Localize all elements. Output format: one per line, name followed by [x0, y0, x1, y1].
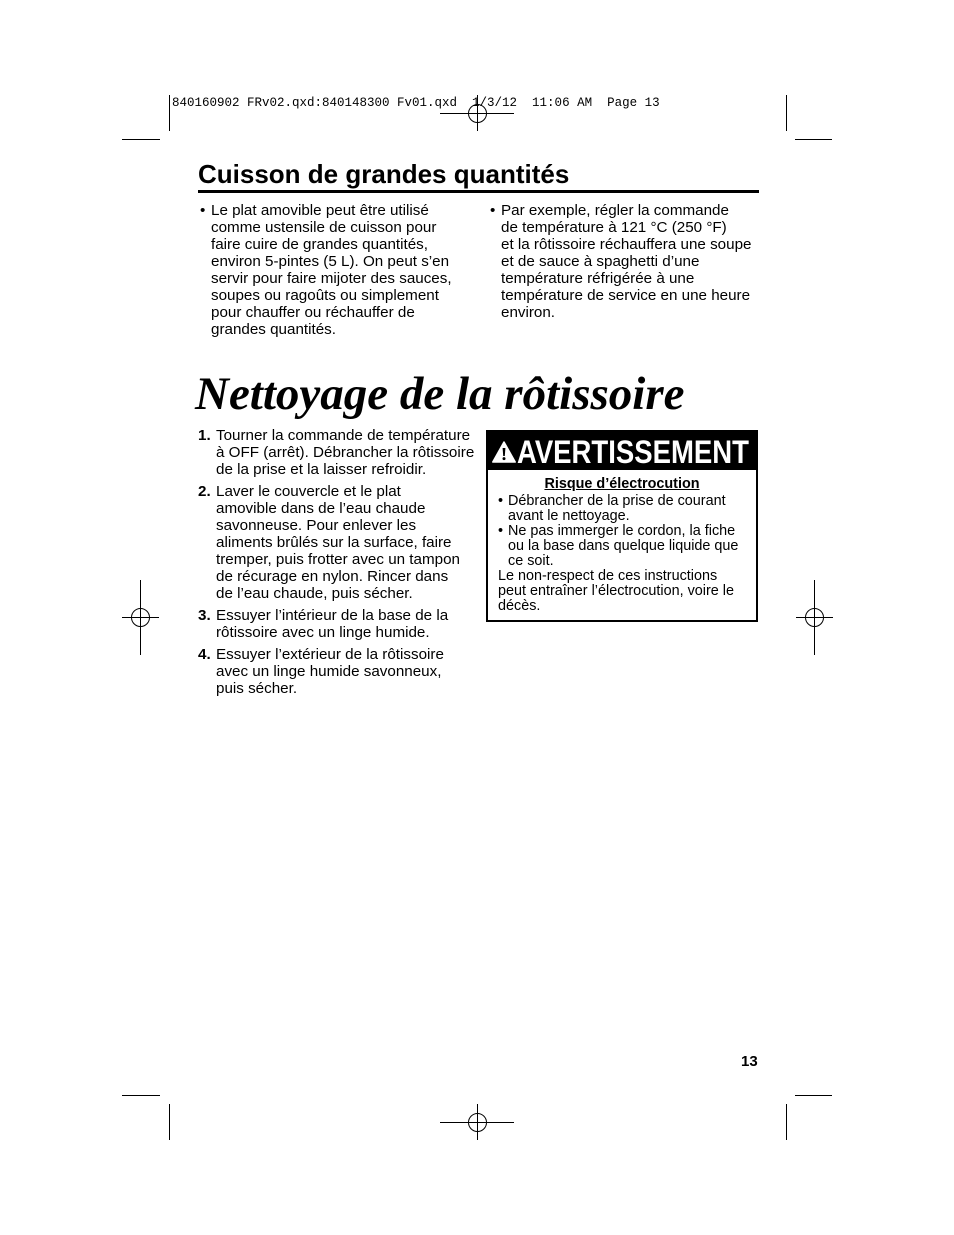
crop-mark-top-left [122, 95, 170, 140]
bullet-text: Le plat amovible peut être utilisé comme ustensile de cuisson pour faire cuire de grandes quantités, environ 5-pintes (5 L). On peut s’en servir pour faire mijoter des sauces, soupes ou ragoûts ou simplement pour chauffer ou réchauffer de grandes quantités. [211, 202, 452, 338]
step-number: 4. [198, 646, 211, 663]
warning-box [486, 430, 758, 622]
bullet-column-left [200, 202, 452, 338]
page-number: 13 [741, 1053, 758, 1070]
step-text: Essuyer l’intérieur de la base de la rôtissoire avec un linge humide. [216, 607, 449, 641]
warning-consequence: Le non-respect de ces instructions peut entraîner l’électrocution, voire le décès. [498, 567, 734, 614]
cleaning-steps-list [198, 427, 474, 702]
step-number: 1. [198, 427, 211, 444]
step-text: Essuyer l’extérieur de la rôtissoire avec un linge humide savonneux, puis sécher. [216, 646, 444, 697]
cleaning-step [198, 607, 474, 641]
print-slug-line: 840160902 FRv02.qxd:840148300 Fv01.qxd 1/3/12 11:06 AM Page 13 [172, 96, 660, 110]
crop-mark-bottom-left [122, 1096, 170, 1141]
cleaning-step [198, 483, 474, 602]
warning-body [488, 477, 756, 614]
warning-hazard-title: Risque d’électrocution [544, 475, 700, 492]
warning-header-band [488, 432, 756, 470]
registration-mark-bottom-center [440, 1104, 514, 1140]
cleaning-step [198, 427, 474, 478]
registration-circle [469, 1114, 487, 1132]
bullet-marker: • [200, 202, 206, 219]
crop-mark-bottom-right [787, 1096, 833, 1141]
section-title-cleaning: Nettoyage de la rôtissoire [195, 368, 685, 420]
warning-item-text: Débrancher de la prise de courant avant le nettoyage. [508, 493, 726, 525]
warning-triangle-icon [492, 441, 516, 463]
bullet-marker: • [498, 493, 504, 510]
registration-mark-left-middle [122, 580, 159, 655]
step-text: Laver le couvercle et le plat amovible dans de l’eau chaude savonneuse. Pour enlever les aliments brûlés sur la surface, faire tremper, puis frotter avec un tampon de récurage en nylon. Rincer dans de l’eau chaude, puis sécher. [216, 483, 460, 602]
registration-mark-right-middle [796, 580, 833, 655]
section-heading-large-quantities: Cuisson de grandes quantités [198, 159, 570, 189]
warning-label: AVERTISSEMENT [517, 434, 749, 470]
bullet-text: Par exemple, régler la commande de température à 121 °C (250 °F) et la rôtissoire réchauffera une soupe et de sauce à spaghetti d’une température réfrigérée à une température de service en une heure environ. [501, 202, 752, 321]
step-number: 2. [198, 483, 211, 500]
cleaning-step [198, 646, 474, 697]
warning-item [488, 524, 756, 569]
bullet-marker: • [498, 523, 504, 540]
heading-rule [198, 190, 759, 193]
bullet-marker: • [490, 202, 496, 219]
bullet-column-right [490, 202, 751, 321]
step-number: 3. [198, 607, 211, 624]
warning-item [488, 494, 756, 524]
bullet-item [200, 202, 452, 338]
warning-list [488, 494, 756, 569]
crop-mark-top-right [787, 95, 833, 140]
registration-circle [132, 609, 150, 627]
step-text: Tourner la commande de température à OFF (arrêt). Débrancher la rôtissoire de la prise et la laisser refroidir. [216, 427, 475, 478]
registration-circle [806, 609, 824, 627]
bullet-item [490, 202, 751, 321]
warning-item-text: Ne pas immerger le cordon, la fiche ou la base dans quelque liquide que ce soit. [508, 523, 739, 570]
